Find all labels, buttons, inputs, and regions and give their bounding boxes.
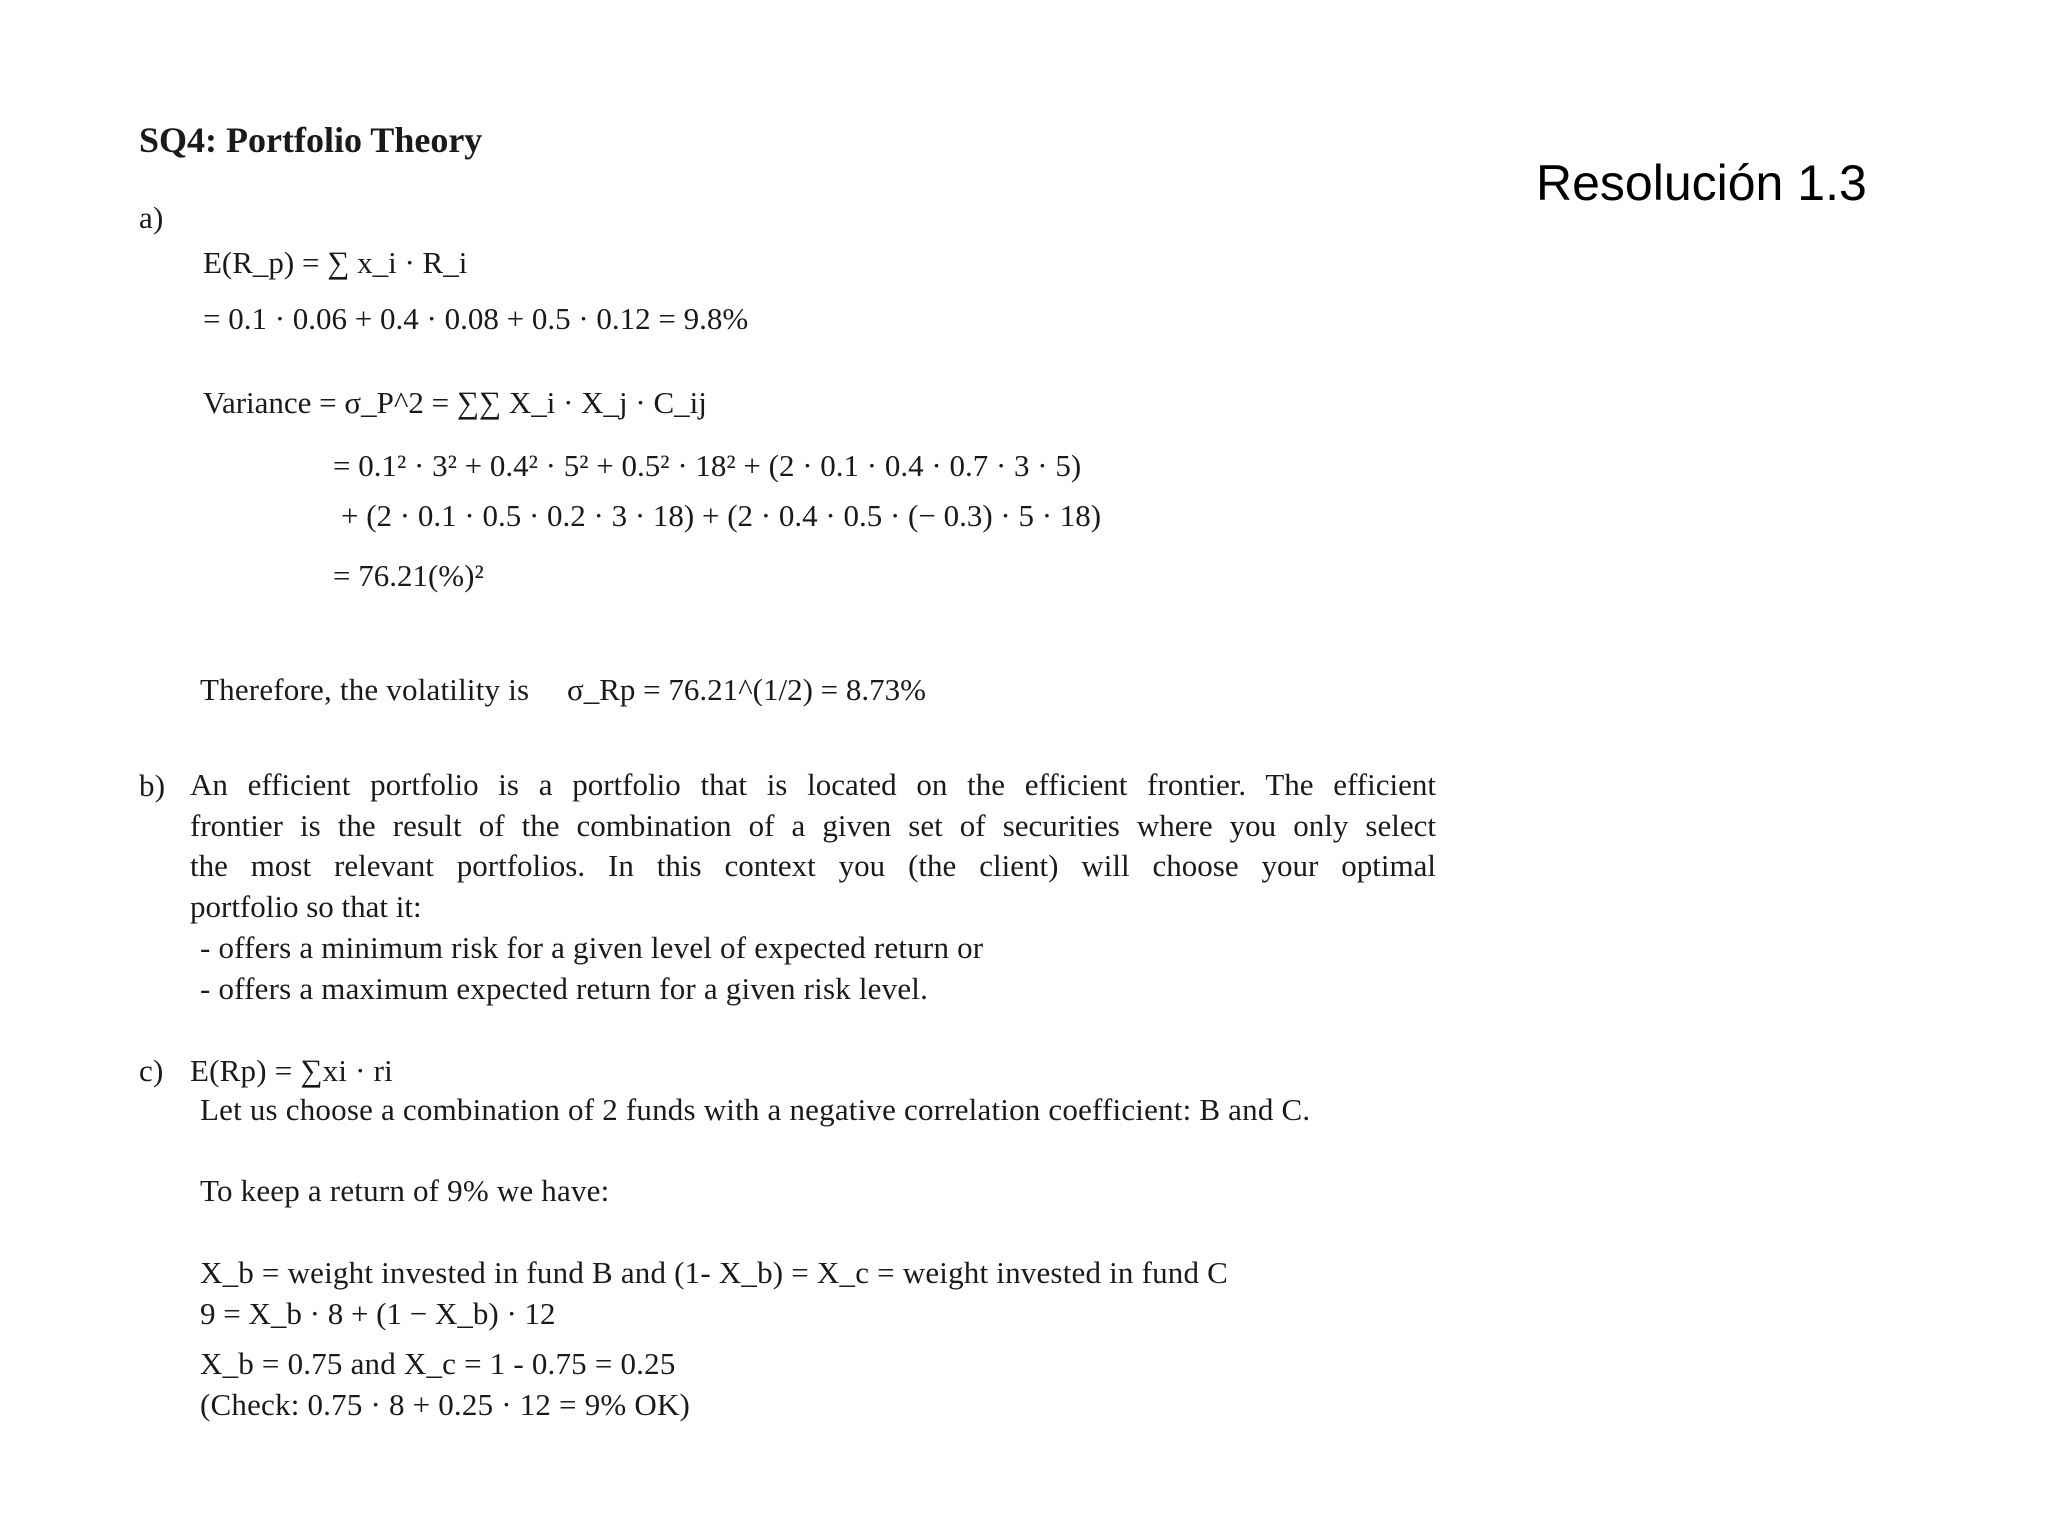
slide-label: Resolución 1.3: [1536, 155, 1867, 211]
part-c-choice: Let us choose a combination of 2 funds with a negative correlation coefficient: B and C.: [200, 1092, 1311, 1127]
part-c-keep-return: To keep a return of 9% we have:: [200, 1173, 610, 1208]
variance-line-1: = 0.1² · 3² + 0.4² · 5² + 0.5² · 18² + (2 · 0.1 · 0.4 · 0.7 · 3 · 5): [333, 448, 1082, 483]
part-b-label: b): [139, 768, 166, 803]
part-c-check: (Check: 0.75 · 8 + 0.25 · 12 = 9% OK): [200, 1387, 691, 1422]
part-b-line: the most relevant portfolios. In this context you (the client) will choose your optimal: [190, 848, 1436, 883]
part-c-label: c): [139, 1053, 164, 1088]
part-b-line: frontier is the result of the combination of a given set of securities where you only select: [190, 807, 1436, 843]
part-c-weights-definition: X_b = weight invested in fund B and (1- X_b) = X_c = weight invested in fund C: [200, 1255, 1229, 1290]
part-a-label: a): [139, 200, 164, 235]
part-b-line: portfolio so that it:: [190, 888, 422, 924]
part-b-bullet: - offers a minimum risk for a given level of expected return or: [200, 930, 984, 965]
volatility-text: Therefore, the volatility is: [200, 672, 530, 707]
part-c-solution: X_b = 0.75 and X_c = 1 - 0.75 = 0.25: [200, 1346, 676, 1381]
part-b-line: An efficient portfolio is a portfolio that is located on the efficient frontier. The efficient: [190, 767, 1436, 802]
expected-return-calc: = 0.1 · 0.06 + 0.4 · 0.08 + 0.5 · 0.12 = 9.8%: [203, 301, 749, 336]
expected-return-formula: E(R_p) = ∑ x_i · R_i: [203, 245, 468, 280]
variance-result: = 76.21(%)²: [333, 558, 484, 593]
variance-formula: Variance = σ_P^2 = ∑∑ X_i · X_j · C_ij: [203, 385, 707, 420]
part-b-paragraph: [190, 765, 1436, 927]
variance-line-2: + (2 · 0.1 · 0.5 · 0.2 · 3 · 18) + (2 · 0.4 · 0.5 · (− 0.3) · 5 · 18): [341, 498, 1102, 533]
page-title: SQ4: Portfolio Theory: [139, 120, 483, 160]
part-c-formula: E(Rp) = ∑xi · ri: [190, 1053, 393, 1088]
part-b-bullet: - offers a maximum expected return for a given risk level.: [200, 971, 929, 1006]
volatility-formula: σ_Rp = 76.21^(1/2) = 8.73%: [567, 672, 926, 707]
part-c-equation: 9 = X_b · 8 + (1 − X_b) · 12: [200, 1296, 556, 1331]
